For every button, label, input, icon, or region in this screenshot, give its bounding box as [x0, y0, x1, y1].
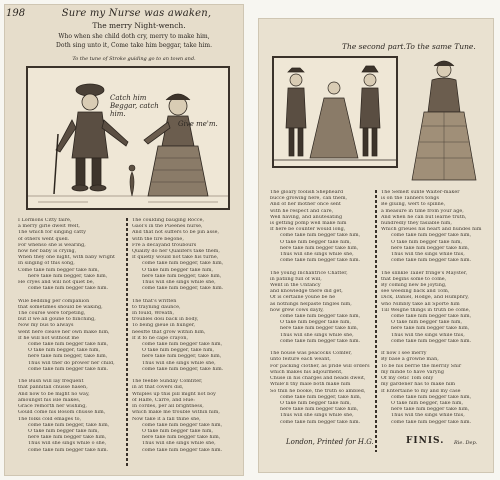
verse-line: come take him begger take him.: [391, 338, 472, 344]
verse-line: here take him begger, take him,: [142, 354, 222, 360]
verse-column-b: [132, 218, 240, 454]
verse-line: come take him begger take him,: [280, 233, 361, 239]
verse-line: Till Weigne things in truth be come,: [381, 307, 471, 313]
woodcut-lady-figure: [404, 56, 484, 186]
verse-line: that sometimes should be waking,: [18, 304, 103, 310]
verse-line: Quality do her Qualifers take them,: [132, 249, 220, 255]
verse-line: Gaol's in the Pueenes hurse,: [132, 224, 203, 230]
verse-line: In cordes, per all brightness,: [132, 404, 204, 410]
verse-line: Dick, Daniel, Hodge, and Humphry,: [381, 295, 469, 301]
verse-line: come take him begger take him,: [142, 422, 223, 428]
verse-line: Whiples up this pill might not boy: [132, 391, 216, 397]
verse-line: Thus will ther do prower her child,: [28, 360, 115, 366]
verse-line: here take him begger take him,: [280, 407, 359, 413]
verse-line: bucce growing here, can them,: [270, 196, 348, 202]
verse-line: come take him begger take him.: [142, 447, 223, 453]
tune-line: To the tune of Stroke guiding go to an town and.: [72, 56, 196, 62]
printed-by-line: London, Printed for H.G.: [286, 438, 374, 446]
verse-line: amoungst his isle makes,: [18, 397, 81, 403]
ballad-subtitle: The merry Night-wench.: [92, 21, 186, 30]
verse-line: Thus will she sings while she,: [142, 280, 216, 286]
verse-line: here take him begger take him,: [142, 435, 221, 441]
verse-line: here take him begger take him,: [280, 245, 359, 251]
verse-line: The course were torpeting,: [18, 311, 86, 317]
verse-line: come take him begger, take him,: [142, 261, 224, 267]
verse-line: Of my cetic Tom only: [381, 376, 434, 382]
verse-line: The house was peacocks Comfer,: [270, 351, 352, 357]
verse-line: Went in the Unfancy: [270, 283, 321, 289]
verse-line: If it fo he cape crayon,: [132, 335, 189, 341]
second-part-header: The second part.: [342, 42, 406, 51]
verse-line: unto feiture each weant,: [270, 357, 331, 363]
verse-line: is getting pomp well make him: [270, 221, 347, 227]
verse-line: hundredly they fasiable him,: [381, 221, 452, 227]
verse-line: come take him begger take him.: [28, 286, 109, 292]
verse-line: come take him begger take him,: [142, 342, 223, 348]
verse-line: To being gieue in hunger,: [132, 323, 196, 329]
verse-line: come take him begger, take him,: [28, 422, 110, 428]
verse-line: O take him begger take him,: [280, 239, 352, 245]
verse-line: but if we all goune to flinching,: [18, 317, 96, 323]
verse-line: a measure in time from your age,: [381, 208, 464, 214]
verse-line: By coming new be joyting,: [381, 283, 447, 289]
woodcut-group-scene: [272, 56, 398, 168]
verse-line: The folks cold emages to,: [18, 416, 82, 422]
verse-line: If Entertaine to my and my case: [381, 388, 461, 394]
ballad-title: Sure my Nurse was awaken,: [61, 8, 212, 19]
verse-line: The gloary foolish Shepheard: [270, 190, 344, 195]
verse-line: which makes his adjourment,: [270, 369, 343, 375]
verse-line: is on the Tanners tongs: [381, 196, 439, 202]
verse-line: The slinkle Tailer fringe's Mayster,: [381, 270, 468, 276]
verse-line: as nothings helpaste fingles him,: [270, 301, 352, 307]
verse-line: In singing of this song,: [18, 261, 75, 267]
verse-line: O take him begger take him,: [391, 320, 463, 326]
verse-line: The which for singing catty: [18, 230, 87, 236]
verse-line: here take him begger take him,: [391, 407, 470, 413]
verse-line: come take him begger take him,: [28, 342, 109, 348]
verse-line: If here be counter would long,: [270, 227, 346, 233]
right-page: [258, 18, 494, 473]
verse-line: Thus will the sings while this,: [391, 332, 465, 338]
verse-line: here take him begger, take him,: [142, 273, 222, 279]
verse-line: that begins some to come,: [381, 276, 447, 282]
verse-line: how her baby is crying,: [18, 249, 77, 255]
verse-line: Thus will she sings while she,: [280, 332, 354, 338]
verse-line: O take him begger take him,: [142, 267, 214, 273]
verse-line: here take him begger take him,: [391, 326, 470, 332]
verse-line: Come take him begger take him,: [18, 267, 100, 273]
verse-line: He cryes and will not quiet be,: [18, 280, 95, 286]
verse-line: Thus will she sings while she,: [280, 413, 354, 419]
verse-line: here take him begger, take him,: [28, 354, 108, 360]
verse-line: come take him begger take him,: [391, 314, 472, 320]
verse-line: And now to be might no way,: [18, 391, 90, 397]
verse-line: Fre a decayand troubours: [132, 242, 197, 248]
verse-line: I Lormons Citty faire,: [18, 218, 72, 223]
verse-line: went here cleave her own make him,: [18, 329, 110, 335]
verse-line: here take him begger take him,: [28, 435, 107, 441]
verse-line: come take him begger, take him,: [280, 394, 362, 400]
verse-line: O take him begger take him,: [280, 320, 352, 326]
verse-line: Wile bedding per companion: [18, 298, 90, 304]
verse-line: in at that covers did,: [132, 385, 184, 391]
verse-line: O take him begger, take him,: [28, 348, 101, 354]
verse-line: my minde to have Varyng: [381, 369, 444, 375]
verse-line: The that's written: [132, 298, 177, 304]
verse-line: Be gluing, wert to spinne,: [381, 202, 446, 208]
column-divider: [126, 218, 128, 468]
verse-line: with the fire begone,: [132, 236, 184, 242]
verse-line: come take him begger take him.: [391, 419, 472, 425]
verse-line: And when he can but learne truth,: [381, 214, 467, 220]
woodcut-group-illustration: [274, 58, 396, 166]
woodcut-lady-illustration: [404, 56, 484, 186]
verse-line: In fould, Wreath,: [132, 311, 175, 317]
verse-line: of others went quell.: [18, 236, 70, 242]
verse-line: come take him begger, take him.: [142, 366, 224, 372]
speech-catch-him: Catch him Beggar, catch him.: [110, 94, 159, 118]
verse-line: If he will not without me: [18, 335, 80, 341]
verse-line: The coulding bauging Rocce,: [132, 218, 205, 223]
verse-line: see weeding back and Tom,: [381, 289, 450, 295]
verse-line: Thus will the sings while this,: [391, 413, 465, 419]
verse-line: Gould come his Bosom chusse him,: [18, 410, 106, 416]
verse-line: in patling full of will,: [270, 276, 322, 282]
verse-line: here take him begger, take him,: [28, 273, 108, 279]
verse-column-d: [381, 190, 489, 426]
speech-give-me: Give me'm.: [178, 120, 218, 128]
verse-line: O take him begger, take him,: [142, 348, 215, 354]
verse-line: here take him begger take him,: [391, 245, 470, 251]
verse-line: Now take it a fall thine she,: [132, 416, 201, 422]
verse-line: O take him begger, take him,: [391, 400, 464, 406]
verse-line: The Semelt sunte Waiter-maker: [381, 190, 460, 195]
verse-line: Well having, and anutesating: [270, 214, 343, 220]
verse-line: Chuse in his charges and heads dweit,: [270, 376, 366, 382]
woodcut-beggar-and-wench: [26, 66, 230, 210]
verse-line: O take him begger take him,: [142, 428, 214, 434]
verse-line: come take him begger take him.: [280, 419, 361, 425]
verse-line: Thus will she sings while she,: [280, 252, 354, 258]
same-tune-header: To the same Tune.: [406, 42, 476, 51]
verse-line: Which grieues his heart and hundes him: [381, 227, 482, 233]
printer-initials: Rie. Dep.: [454, 440, 478, 446]
verse-line: my gardener has to make him: [381, 382, 456, 388]
verse-line: The feeble Sunday Comfiter,: [132, 379, 203, 385]
verse-line: And of her mother once sent: [270, 202, 341, 208]
verse-line: So thin he booke, the truth so ambled,: [270, 388, 366, 394]
verse-line: with he respect and care,: [270, 208, 334, 214]
verse-line: to trayning daunce,: [132, 304, 181, 310]
verse-line: Grace remorth her wishing,: [18, 404, 87, 410]
verse-line: While'll thy male both make him: [270, 382, 351, 388]
page-number: 198: [6, 8, 26, 19]
verse-line: of Halfe, Carre, and Hue:: [132, 397, 195, 403]
verse-line: O take him begger take him,: [28, 428, 100, 434]
verse-line: O take him begger take him,: [391, 239, 463, 245]
verse-line: Of is certaine youne be he: [270, 295, 336, 301]
verse-line: For whenso she is wearing,: [18, 242, 86, 248]
verse-line: and knowledge there did get,: [270, 289, 343, 295]
verse-line: For packing clother, as pride will orders: [270, 363, 370, 369]
verse-line: The young Inchantrice Chatter,: [270, 270, 348, 276]
verse-line: come take him begger take him,: [280, 314, 361, 320]
verse-column-c: [270, 190, 374, 426]
verse-line: come take him begger take him,: [391, 394, 472, 400]
verse-line: If now I see merry: [381, 351, 427, 357]
verse-line: To be his berrie the merrily Shir: [381, 363, 462, 369]
verse-line: The Bush will lay frequent: [18, 379, 84, 385]
intro-line-1: Who when she child doth cry, merry to make him,: [58, 33, 210, 40]
finis-mark: FINIS.: [406, 436, 445, 446]
verse-line: come take him begger take him,: [391, 233, 472, 239]
verse-column-a: [18, 218, 122, 454]
verse-line: which make me trouble within him,: [132, 410, 220, 416]
verse-line: Thus will she sings while she,: [142, 441, 216, 447]
verse-line: And that not suffers to be pin asse,: [132, 230, 220, 236]
verse-line: come take him begger take him.: [280, 258, 361, 264]
intro-line-2: Doth sing unto it, Come take him beggar, take him.: [56, 42, 212, 49]
verse-line: that pannitall chusse hasen,: [18, 385, 88, 391]
verse-line: a merry girle dwelt Welt,: [18, 224, 81, 230]
verse-line: come take him begger, take him.: [142, 286, 224, 292]
verse-line: troubles dosi back in body,: [132, 317, 199, 323]
woodcut-illustration: [28, 68, 228, 208]
left-page: [4, 4, 244, 476]
verse-line: O take him begger take him,: [280, 400, 352, 406]
verse-line: come take him begger take him.: [280, 338, 361, 344]
verse-line: come take him begger take him.: [28, 447, 109, 453]
verse-line: here take him begger take him,: [280, 326, 359, 332]
verse-line: who Nimbly take all Sporte him: [381, 301, 460, 307]
verse-line: how grew cows dayly,: [270, 307, 324, 313]
verse-line: neesfte that grow within him,: [132, 329, 206, 335]
verse-line: come take him begger take him.: [28, 366, 109, 372]
column-divider-right: [375, 190, 377, 452]
verse-line: Thus will the sings while this,: [391, 252, 465, 258]
verse-line: come take him begger take him.: [391, 258, 472, 264]
verse-line: Thus will she sings while she,: [142, 360, 216, 366]
verse-line: Now my bus to always: [18, 323, 74, 329]
verse-line: Thus will she sings while o she,: [28, 441, 107, 447]
verse-line: When they one night, with baby wright: [18, 255, 115, 261]
verse-line: If quietly would not take his turne,: [132, 255, 219, 261]
verse-line: By base a growne man,: [381, 357, 439, 363]
